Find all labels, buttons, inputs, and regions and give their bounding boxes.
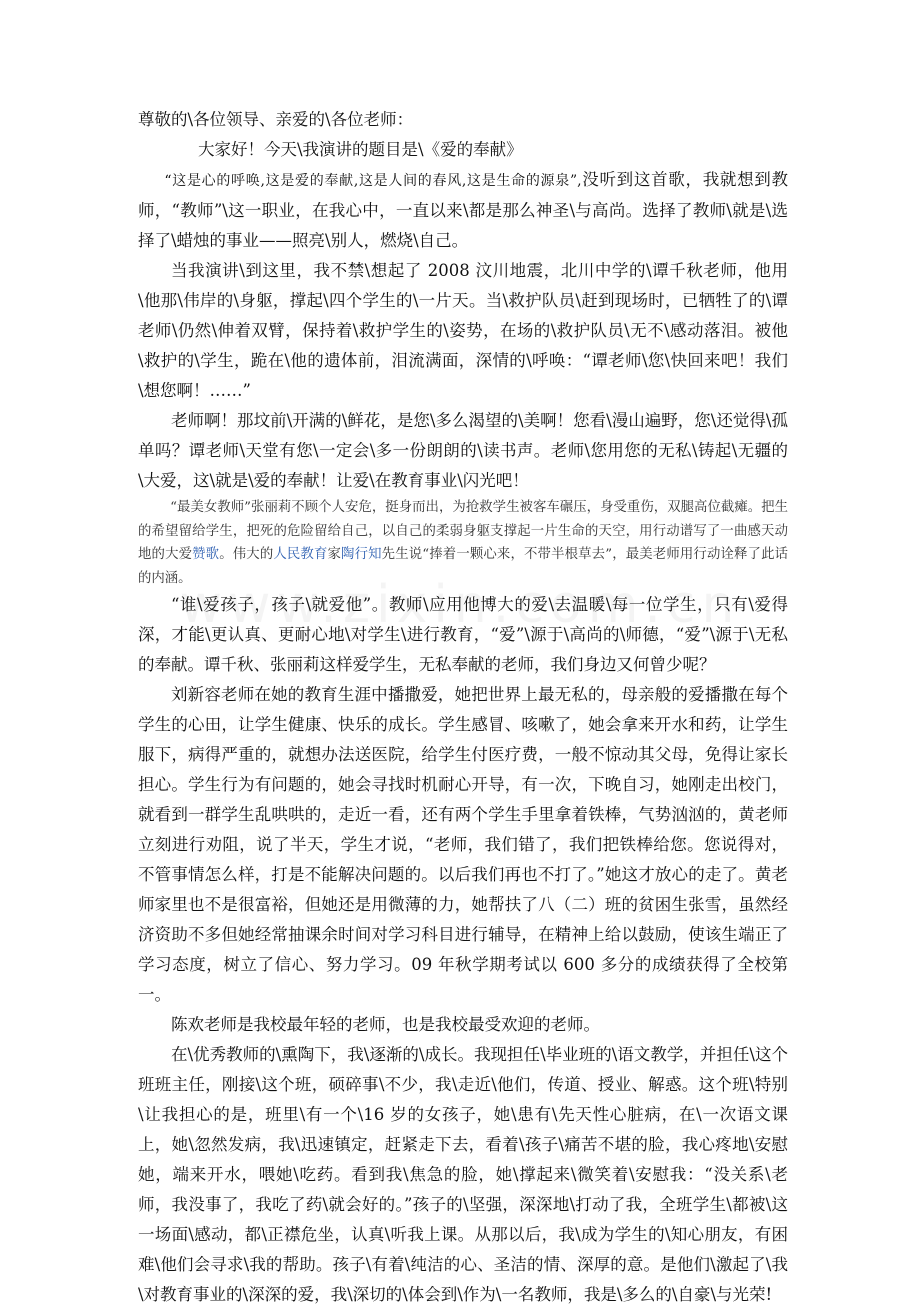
link-renmin-jiaoyu[interactable]: 人民教育: [273, 547, 328, 562]
paragraph-4-text-a: “最美女教师”张丽莉不顾个人安危，挺身而出，为抢救学生被客车碾压，身受重伤，双腿高位截瘫。把生的希望留给学生，把死的危险留给自己，以自己的柔弱身躯支撑起一片生命的天空，用行动谱写了一曲感天动地的大爱: [138, 500, 788, 562]
song-quote: “这是心的呼唤,这是爱的奉献,这是人间的春风,这是生命的源泉”,: [164, 173, 582, 189]
paragraph-2: 当我演讲\到这里，我不禁\想起了 2008 汶川地震，北川中学的\谭千秋老师，他用\他那\伟岸的\身躯，撑起\四个学生的\一片天。当\救护队员\赶到现场时，已牺牲了的\谭老师\仍然\伸着双臂，保持着\救护学生的\姿势，在场的\救护队员\无不\感动落泪。被他\救护的\学生，跪在\他的遗体前，泪流满面，深情的\呼唤：“谭老师\您\快回来吧！我们\想您啊！……”: [138, 261, 788, 400]
salutation: 尊敬的\各位领导、亲爱的\各位老师：: [138, 110, 414, 129]
paragraph-6: 刘新容老师在她的教育生涯中播撒爱，她把世界上最无私的，母亲般的爱播撒在每个学生的心田，让学生健康、快乐的成长。学生感冒、咳嗽了，她会拿来开水和药，让学生服下，病得严重的，就想办法送医院，给学生付医疗费，一般不惊动其父母，免得让家长担心。学生行为有问题的，她会寻找时机耐心开导，有一次，下晚自习，她刚走出校门，就看到一群学生乱哄哄的，走近一看，还有两个学生手里拿着铁棒，气势汹汹的，黄老师立刻进行劝阻，说了半天，学生才说，“老师，我们错了，我们把铁棒给您。您说得对，不管事情怎么样，打是不能解决问题的。以后我们再也不打了。”她这才放心的走了。黄老师家里也不是很富裕，但她还是用微薄的力，她帮扶了八（二）班的贫困生张雪，虽然经济资助不多但她经常抽课余时间对学习科目进行辅导，在精神上给以鼓励，使该生端正了学习态度，树立了信心、努力学习。09 年秋学期考试以 600 多分的成绩获得了全校第一。: [138, 685, 788, 1004]
paragraph-8: 在\优秀教师的\熏陶下，我\逐渐的\成长。我现担任\毕业班的\语文教学，并担任\这个班班主任，刚接\这个班，硕碎事\不少，我\走近\他们，传道、授业、解惑。这个班\特别\让我担心的是，班里\有一个\16 岁的女孩子，她\患有\先天性心脏病，在\一次语文课上，她\忽然发病，我\迅速镇定，赶紧走下去，看着\孩子\痛苦不堪的脸，我心疼地\安慰她，端来开水，喂她\吃药。看到我\焦急的脸，她\撑起来\微笑着\安慰我：“没关系\老师，我没事了，我吃了药\就会好的。”孩子的\坚强，深深地\打动了我，全班学生\都被\这一场面\感动，都\正襟危坐，认真\听我上课。从那以后，我\成为学生的\知心朋友，有困难\他们会寻求\我的帮助。孩子\有着\纯洁的心、圣洁的情、深厚的意。是他们\激起了\我\对教育事业的\深深的爱，我\深切的\体会到\作为\一名教师，我是\多么的\自豪\与光荣!: [138, 1045, 788, 1304]
link-tao-xingzhi[interactable]: 陶行知: [341, 547, 382, 562]
paragraph-1-text: 没听到这首歌，我就想到教师，“教师”\这一职业，在我心中，一直以来\都是那么神圣\与高尚。选择了教师\就是\选择了\蜡烛的事业——照亮\别人，燃烧\自己。: [138, 170, 789, 250]
paragraph-4-text-d: 先生说“捧着一颗心来，不带半根草去”，最美老师用行动诠释了此话的内涵。: [138, 547, 789, 586]
paragraph-4: [138, 496, 788, 590]
paragraph-1: [138, 165, 788, 256]
paragraph-3: 老师啊！那坟前\开满的\鲜花，是您\多么渴望的\美啊！您看\漫山遍野，您\还觉得\孤单吗？谭老师\天堂有您\一定会\多一份朗朗的\读书声。老师\您用您的无私\铸起\无疆的\大爱，这\就是\爱的奉献！让爱\在教育事业\闪光吧！: [138, 411, 788, 490]
paragraph-4-text-c: 家: [327, 547, 342, 562]
paragraph-7: 陈欢老师是我校最年轻的老师，也是我校最受欢迎的老师。: [171, 1015, 600, 1034]
paragraph-5: “谁\爱孩子，孩子\就爱他”。教师\应用他博大的爱\去温暖\每一位学生，只有\爱得深，才能\更认真、更耐心地\对学生\进行教育，“爱”\源于\高尚的\师德，“爱”\源于\无私的奉献。谭千秋、张丽莉这样爱学生，无私奉献的老师，我们身边又何曾少呢？: [138, 595, 788, 674]
paragraph-4-text-b: 。伟大的: [219, 547, 274, 562]
link-zan-ge[interactable]: 赞歌: [192, 547, 220, 562]
speech-title-line: 大家好！今天\我演讲的题目是\《爱的奉献》: [198, 140, 523, 159]
document-body: [138, 105, 788, 1310]
